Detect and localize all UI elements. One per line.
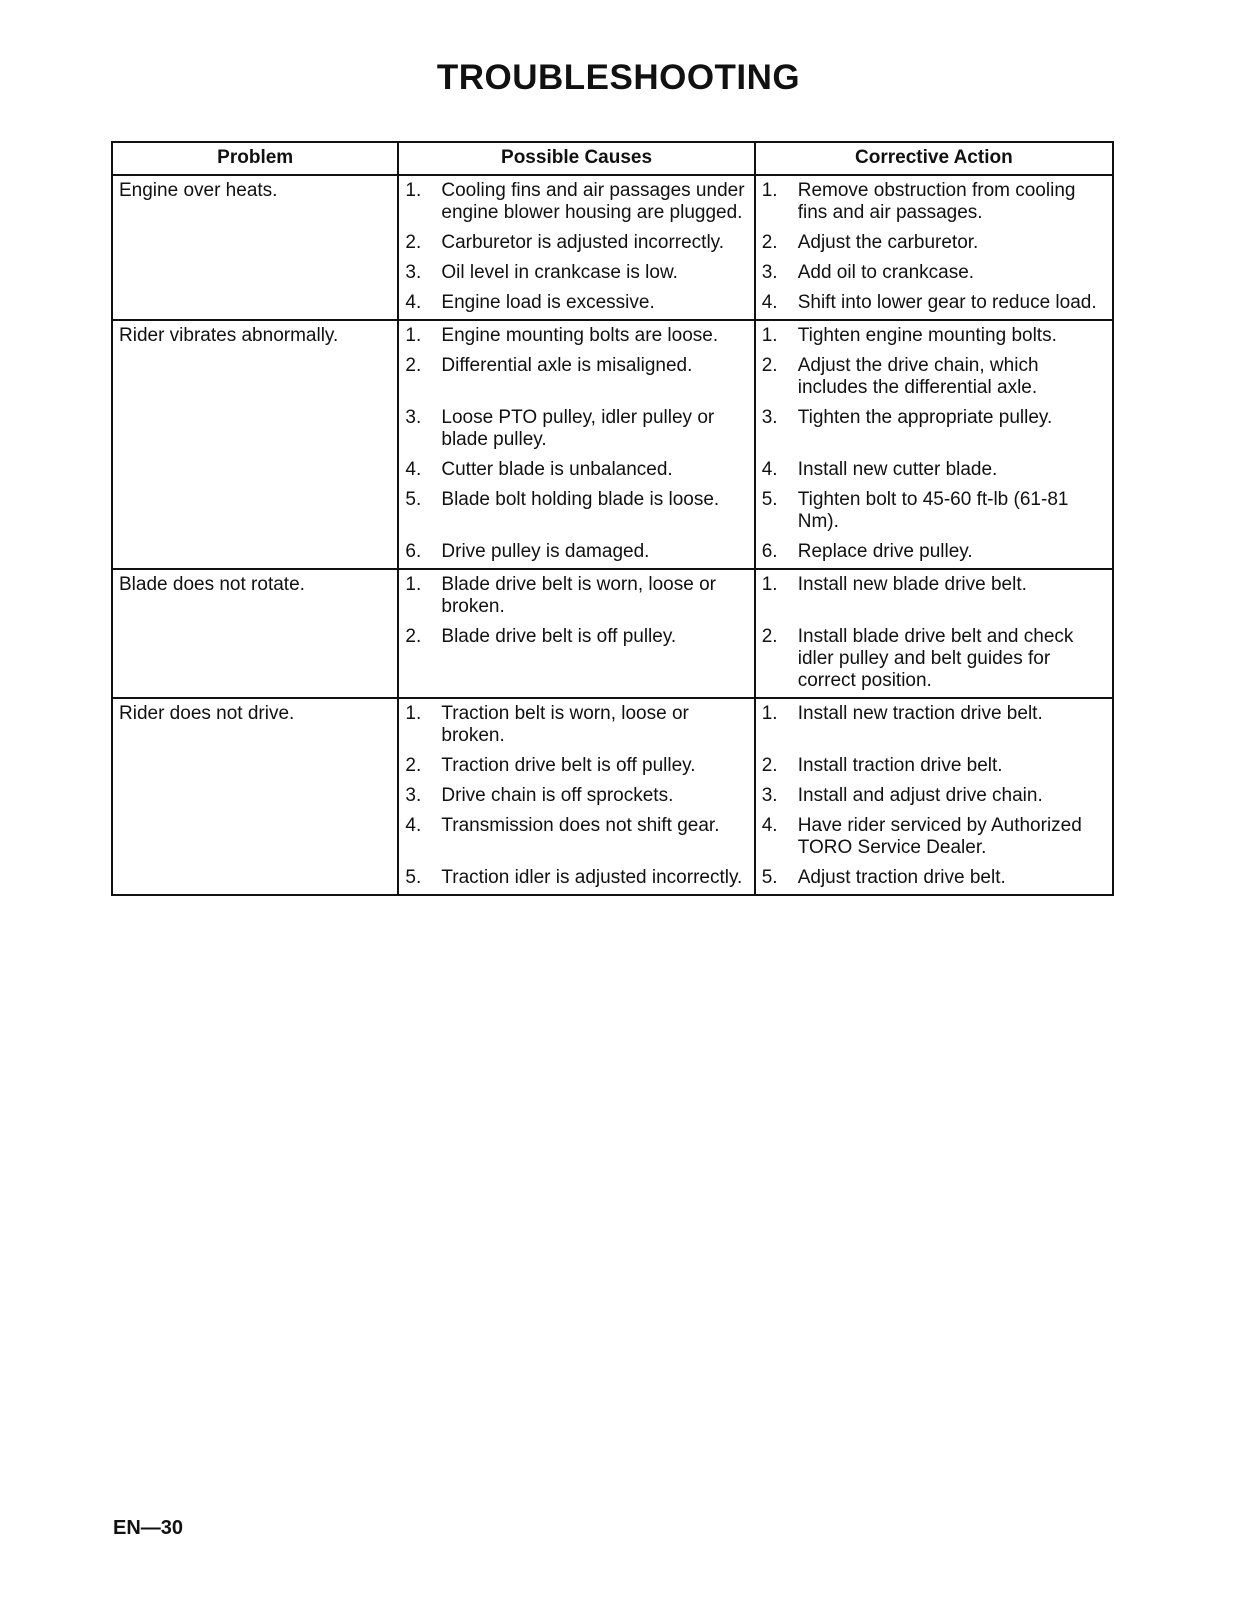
action-text: Install traction drive belt. xyxy=(797,755,1003,776)
cause-item xyxy=(405,785,747,807)
action-item xyxy=(762,541,1106,563)
cause-number: 6. xyxy=(405,541,422,562)
cause-text: Drive pulley is damaged. xyxy=(441,541,650,562)
action-text: Install new blade drive belt. xyxy=(797,574,1027,595)
action-text: Install new cutter blade. xyxy=(797,459,998,480)
cause-number: 2. xyxy=(405,355,422,376)
cause-text: Carburetor is adjusted incorrectly. xyxy=(441,232,725,253)
cause-text: Oil level in crankcase is low. xyxy=(441,262,678,283)
action-text: Tighten engine mounting bolts. xyxy=(797,325,1057,346)
action-item xyxy=(762,489,1106,533)
problem-cell xyxy=(112,320,398,569)
cause-number: 4. xyxy=(405,459,422,480)
cause-text: Differential axle is misaligned. xyxy=(441,355,693,376)
cause-item xyxy=(405,574,747,618)
cause-number: 3. xyxy=(405,785,422,806)
action-number: 3. xyxy=(761,262,778,283)
action-number: 2. xyxy=(761,626,778,647)
actions-cell xyxy=(755,320,1113,569)
cause-text: Cutter blade is unbalanced. xyxy=(441,459,673,480)
cause-item xyxy=(405,626,747,692)
action-text: Install and adjust drive chain. xyxy=(797,785,1043,806)
causes-cell xyxy=(398,698,754,895)
cause-number: 2. xyxy=(405,626,422,647)
cause-number: 1. xyxy=(405,703,422,724)
cause-number: 2. xyxy=(405,755,422,776)
table-row xyxy=(112,569,1113,698)
cause-item xyxy=(405,355,747,399)
problem-cell xyxy=(112,569,398,698)
cause-item xyxy=(405,292,747,314)
cause-number: 1. xyxy=(405,574,422,595)
cause-text: Traction drive belt is off pulley. xyxy=(441,755,696,776)
cause-number: 5. xyxy=(405,489,422,510)
action-item xyxy=(762,459,1106,481)
action-text: Install new traction drive belt. xyxy=(797,703,1043,724)
action-item xyxy=(762,755,1106,777)
cause-item xyxy=(405,703,747,747)
action-text: Have rider serviced by Authorized TORO Service Dealer. xyxy=(797,815,1082,858)
table-row xyxy=(112,698,1113,895)
cause-item xyxy=(405,755,747,777)
cause-text: Transmission does not shift gear. xyxy=(441,815,720,836)
cause-item xyxy=(405,180,747,224)
cause-text: Blade drive belt is worn, loose or broken. xyxy=(441,574,716,617)
page-title: TROUBLESHOOTING xyxy=(436,58,801,97)
cause-number: 2. xyxy=(405,232,422,253)
cause-text: Blade drive belt is off pulley. xyxy=(441,626,677,647)
action-item xyxy=(762,785,1106,807)
action-number: 4. xyxy=(761,292,778,313)
causes-cell xyxy=(398,569,754,698)
cause-item xyxy=(405,262,747,284)
action-text: Install blade drive belt and check idler pulley and belt guides for correct position. xyxy=(797,626,1074,691)
problem-cell xyxy=(112,698,398,895)
action-item xyxy=(762,867,1106,889)
header-corrective-action: Corrective Action xyxy=(755,142,1113,175)
header-possible-causes: Possible Causes xyxy=(398,142,754,175)
cause-number: 3. xyxy=(405,262,422,283)
cause-text: Drive chain is off sprockets. xyxy=(441,785,674,806)
action-item xyxy=(762,815,1106,859)
causes-cell xyxy=(398,175,754,320)
cause-number: 3. xyxy=(405,407,422,428)
action-text: Add oil to crankcase. xyxy=(797,262,975,283)
cause-text: Traction belt is worn, loose or broken. xyxy=(441,703,689,746)
action-number: 4. xyxy=(761,459,778,480)
cause-item xyxy=(405,407,747,451)
table-row xyxy=(112,320,1113,569)
actions-cell xyxy=(755,569,1113,698)
cause-number: 4. xyxy=(405,292,422,313)
cause-number: 4. xyxy=(405,815,422,836)
cause-text: Traction idler is adjusted incorrectly. xyxy=(441,867,743,888)
action-item xyxy=(762,703,1106,747)
troubleshooting-table xyxy=(111,141,1114,896)
cause-item xyxy=(405,325,747,347)
cause-text: Blade bolt holding blade is loose. xyxy=(441,489,720,510)
action-item xyxy=(762,262,1106,284)
cause-text: Loose PTO pulley, idler pulley or blade pulley. xyxy=(441,407,715,450)
action-number: 1. xyxy=(761,574,778,595)
cause-item xyxy=(405,541,747,563)
action-number: 3. xyxy=(761,785,778,806)
cause-item xyxy=(405,232,747,254)
action-item xyxy=(762,325,1106,347)
cause-number: 1. xyxy=(405,180,422,201)
action-number: 1. xyxy=(761,325,778,346)
action-item xyxy=(762,626,1106,692)
table-header-row xyxy=(112,142,1113,175)
action-item xyxy=(762,407,1106,451)
cause-item xyxy=(405,459,747,481)
action-number: 3. xyxy=(761,407,778,428)
page-number: EN—30 xyxy=(113,1517,184,1539)
cause-item xyxy=(405,815,747,859)
action-text: Replace drive pulley. xyxy=(797,541,973,562)
cause-text: Engine mounting bolts are loose. xyxy=(441,325,719,346)
cause-item xyxy=(405,489,747,533)
action-item xyxy=(762,180,1106,224)
causes-cell xyxy=(398,320,754,569)
cause-text: Cooling fins and air passages under engine blower housing are plugged. xyxy=(441,180,745,223)
action-item xyxy=(762,292,1106,314)
table-row xyxy=(112,175,1113,320)
cause-number: 1. xyxy=(405,325,422,346)
action-item xyxy=(762,355,1106,399)
action-number: 2. xyxy=(761,232,778,253)
action-text: Remove obstruction from cooling fins and air passages. xyxy=(797,180,1076,223)
action-number: 6. xyxy=(761,541,778,562)
problem-text: Rider vibrates abnormally. xyxy=(119,325,339,346)
cause-number: 5. xyxy=(405,867,422,888)
action-text: Adjust the drive chain, which includes the differential axle. xyxy=(797,355,1039,398)
action-number: 5. xyxy=(761,867,778,888)
action-text: Adjust traction drive belt. xyxy=(797,867,1006,888)
problem-text: Rider does not drive. xyxy=(119,703,295,724)
action-text: Tighten bolt to 45-60 ft-lb (61-81 Nm). xyxy=(797,489,1069,532)
action-item xyxy=(762,574,1106,618)
problem-text: Blade does not rotate. xyxy=(119,574,305,595)
action-number: 2. xyxy=(761,355,778,376)
action-text: Shift into lower gear to reduce load. xyxy=(797,292,1097,313)
cause-text: Engine load is excessive. xyxy=(441,292,655,313)
action-number: 1. xyxy=(761,703,778,724)
cause-item xyxy=(405,867,747,889)
actions-cell xyxy=(755,698,1113,895)
action-text: Adjust the carburetor. xyxy=(797,232,979,253)
problem-text: Engine over heats. xyxy=(119,180,278,201)
action-number: 1. xyxy=(761,180,778,201)
header-problem: Problem xyxy=(112,142,398,175)
action-number: 5. xyxy=(761,489,778,510)
actions-cell xyxy=(755,175,1113,320)
action-item xyxy=(762,232,1106,254)
action-number: 2. xyxy=(761,755,778,776)
problem-cell xyxy=(112,175,398,320)
action-text: Tighten the appropriate pulley. xyxy=(797,407,1053,428)
action-number: 4. xyxy=(761,815,778,836)
